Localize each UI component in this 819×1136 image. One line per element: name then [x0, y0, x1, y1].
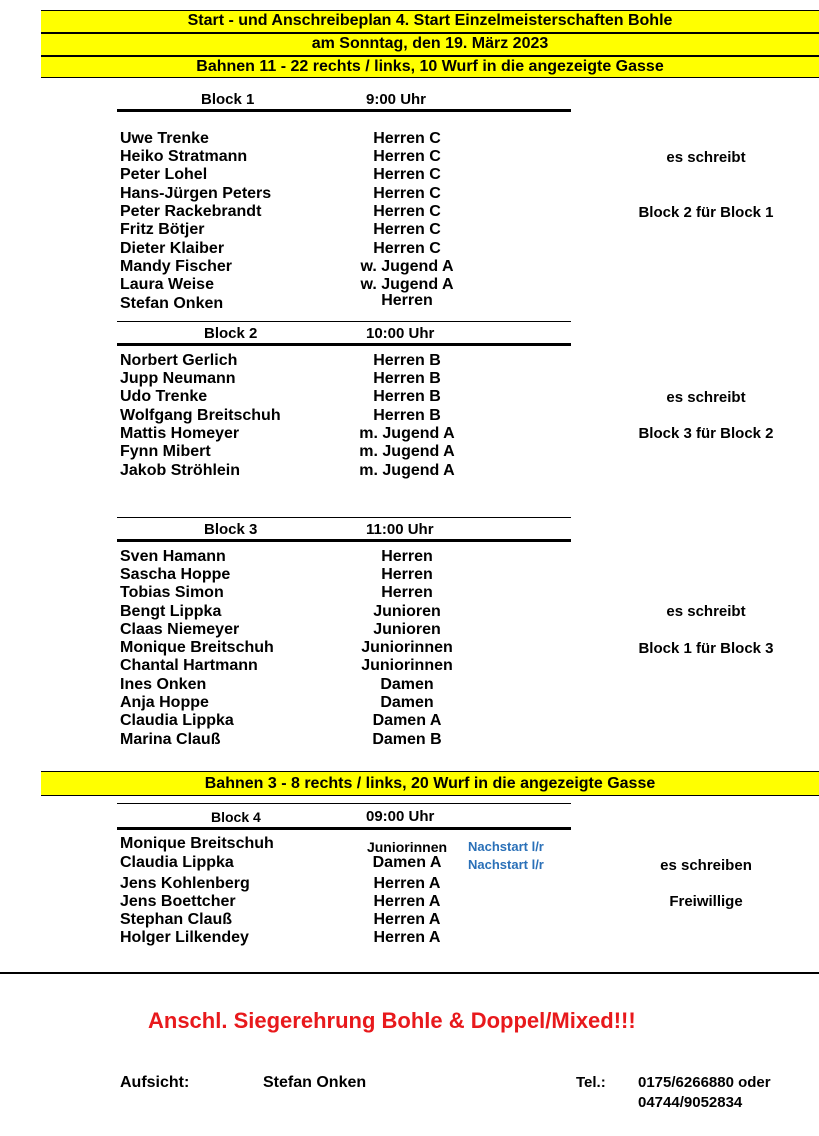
player-class: Herren A — [373, 911, 441, 928]
player-class: Herren A — [373, 929, 441, 946]
player-class: m. Jugend A — [359, 462, 455, 479]
player-name: Uwe Trenke — [120, 130, 209, 147]
player-name: Tobias Simon — [120, 584, 224, 601]
player-class: Herren B — [373, 352, 441, 369]
footer-divider — [0, 972, 819, 974]
block2-time: 10:00 Uhr — [366, 325, 435, 342]
player-name: Dieter Klaiber — [120, 240, 225, 257]
player-class: m. Jugend A — [359, 425, 455, 442]
player-class: Herren C — [373, 240, 441, 257]
player-name: Udo Trenke — [120, 388, 208, 405]
player-name: Fritz Bötjer — [120, 221, 205, 238]
player-name: Holger Lilkendey — [120, 929, 249, 946]
player-name: Norbert Gerlich — [120, 352, 238, 369]
supervisor-name: Stefan Onken — [263, 1074, 367, 1091]
player-note: Nachstart l/r — [468, 839, 544, 854]
player-name: Laura Weise — [120, 276, 214, 293]
player-name: Stefan Onken — [120, 295, 224, 312]
player-name: Heiko Stratmann — [120, 148, 248, 165]
player-class: Herren A — [373, 893, 441, 910]
player-name: Monique Breitschuh — [120, 835, 274, 852]
player-name: Jakob Ströhlein — [120, 462, 241, 479]
player-note: Nachstart l/r — [468, 857, 544, 872]
block4-writer-note: es schreiben — [660, 857, 752, 874]
block2-label: Block 2 — [204, 325, 258, 342]
player-class: Juniorinnen — [361, 657, 453, 674]
player-class: Herren C — [373, 221, 441, 238]
player-class: Herren B — [373, 388, 441, 405]
player-class: Herren B — [373, 370, 441, 387]
title-banner — [41, 10, 819, 33]
award-announcement: Anschl. Siegerehrung Bohle & Doppel/Mixed!!! — [148, 1008, 636, 1033]
player-name: Stephan Clauß — [120, 911, 233, 928]
title-line3: Bahnen 11 - 22 rechts / links, 10 Wurf in die angezeigte Gasse — [196, 58, 664, 75]
player-class: Herren — [381, 584, 433, 601]
player-name: Claas Niemeyer — [120, 621, 240, 638]
player-class: m. Jugend A — [359, 443, 455, 460]
player-class: Herren — [381, 566, 433, 583]
block1-time: 9:00 Uhr — [366, 91, 427, 108]
block4-writer-assignment: Freiwillige — [669, 893, 743, 910]
player-class: w. Jugend A — [360, 258, 454, 275]
player-name: Ines Onken — [120, 676, 207, 693]
player-name: Anja Hoppe — [120, 694, 209, 711]
block2-writer-note: es schreibt — [666, 389, 746, 406]
player-name: Monique Breitschuh — [120, 639, 274, 656]
player-class: Herren C — [373, 185, 441, 202]
player-name: Mandy Fischer — [120, 258, 233, 275]
player-class: Juniorinnen — [366, 839, 448, 855]
block4-top-rule — [117, 803, 571, 804]
player-class: Herren C — [373, 148, 441, 165]
date-banner — [41, 33, 819, 56]
player-class: Herren — [381, 548, 433, 565]
player-name: Jens Kohlenberg — [120, 875, 250, 892]
block4-divider — [117, 827, 571, 830]
lanes-banner-2 — [41, 771, 819, 796]
player-name: Claudia Lippka — [120, 854, 234, 871]
player-class: Damen — [380, 676, 434, 693]
block4-label: Block 4 — [211, 809, 261, 825]
block3-top-rule — [117, 517, 571, 518]
player-class: Herren A — [373, 875, 441, 892]
block3-writer-note: es schreibt — [666, 603, 746, 620]
player-name: Chantal Hartmann — [120, 657, 258, 674]
player-class: Herren C — [373, 203, 441, 220]
player-name: Jupp Neumann — [120, 370, 236, 387]
player-name: Jens Boettcher — [120, 893, 236, 910]
player-class: Damen — [380, 694, 434, 711]
player-name: Mattis Homeyer — [120, 425, 240, 442]
player-name: Bengt Lippka — [120, 603, 222, 620]
lanes-banner — [41, 56, 819, 78]
player-name: Hans-Jürgen Peters — [120, 185, 272, 202]
player-class: Juniorinnen — [361, 639, 453, 656]
block3-writer-assignment: Block 1 für Block 3 — [638, 640, 774, 657]
player-class: Herren B — [373, 407, 441, 424]
player-class: Damen A — [372, 854, 442, 871]
title-line1: Start - und Anschreibeplan 4. Start Einzelmeisterschaften Bohle — [187, 12, 673, 29]
block3-time: 11:00 Uhr — [366, 521, 434, 538]
block4-time: 09:00 Uhr — [366, 808, 435, 825]
player-class: Damen B — [372, 731, 442, 748]
block1-writer-note: es schreibt — [666, 149, 746, 166]
player-class: Herren — [381, 292, 433, 309]
player-class: Damen A — [372, 712, 442, 729]
player-name: Fynn Mibert — [120, 443, 211, 460]
phone-label: Tel.: — [576, 1074, 606, 1091]
player-class: Herren C — [373, 166, 441, 183]
block1-label: Block 1 — [201, 91, 255, 108]
player-class: Junioren — [373, 603, 441, 620]
section2-banner-text: Bahnen 3 - 8 rechts / links, 20 Wurf in die angezeigte Gasse — [204, 775, 656, 792]
phone-number-2: 04744/9052834 — [638, 1094, 743, 1111]
player-name: Marina Clauß — [120, 731, 221, 748]
player-class: w. Jugend A — [360, 276, 454, 293]
block2-writer-assignment: Block 3 für Block 2 — [638, 425, 774, 442]
block1-writer-assignment: Block 2 für Block 1 — [638, 204, 774, 221]
block3-divider — [117, 539, 571, 542]
block2-divider — [117, 343, 571, 346]
block2-top-rule — [117, 321, 571, 322]
block1-divider — [117, 109, 571, 112]
player-name: Sascha Hoppe — [120, 566, 231, 583]
phone-number-1: 0175/6266880 oder — [638, 1074, 771, 1091]
player-name: Claudia Lippka — [120, 712, 234, 729]
player-class: Herren C — [373, 130, 441, 147]
player-name: Wolfgang Breitschuh — [120, 407, 281, 424]
player-name: Peter Rackebrandt — [120, 203, 262, 220]
supervision-label: Aufsicht: — [120, 1074, 190, 1091]
block3-label: Block 3 — [204, 521, 258, 538]
title-line2: am Sonntag, den 19. März 2023 — [311, 35, 549, 52]
player-name: Sven Hamann — [120, 548, 226, 565]
player-class: Junioren — [373, 621, 441, 638]
player-name: Peter Lohel — [120, 166, 208, 183]
